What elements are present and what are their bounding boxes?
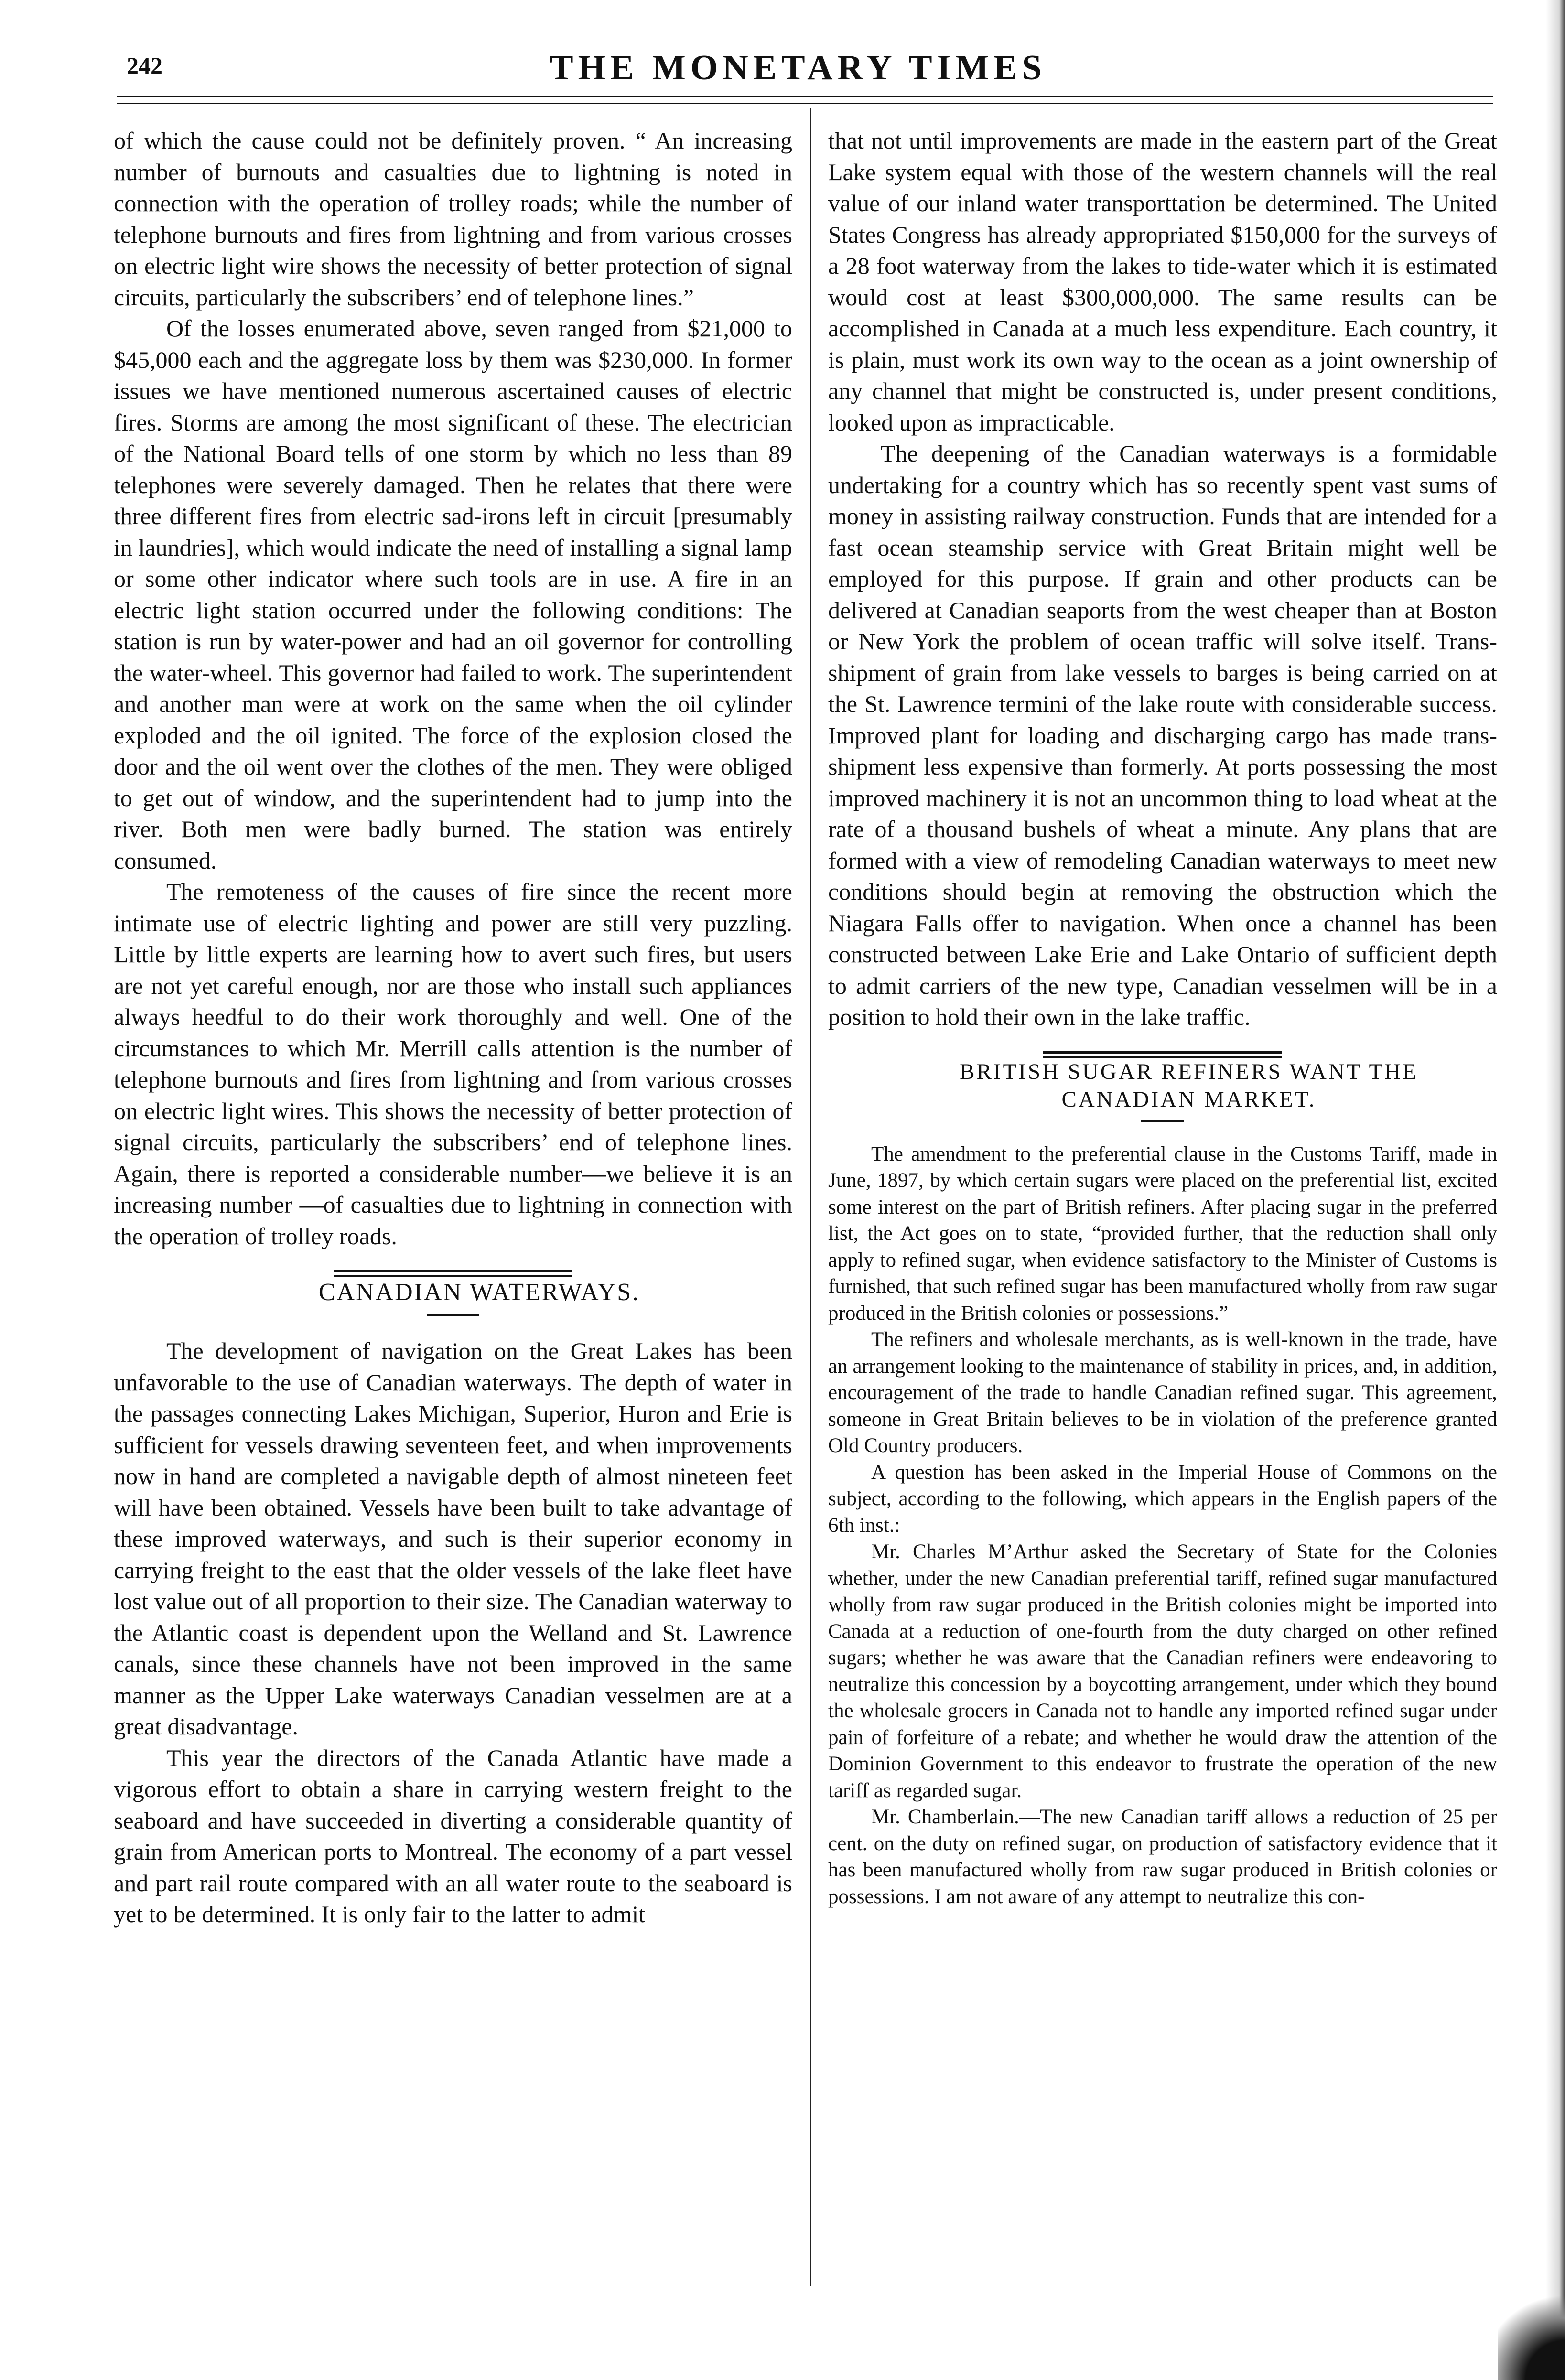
section-divider	[1043, 1051, 1282, 1058]
column-divider	[810, 108, 811, 2286]
header-rule-bottom	[117, 103, 1493, 104]
section-divider	[334, 1270, 572, 1277]
title-dash	[1141, 1120, 1184, 1122]
left-column	[114, 125, 792, 1930]
right-column	[828, 125, 1497, 1910]
paragraph: The deepening of the Canadian waterways is a formidable undertaking for a country which has so recently spent vast sums of money in assisting railway construction. Funds that are intended for a fast ocean steamship service with Great Britain might well be employed for this purpose. If grain and other products can be delivered at Canadian seaports from the west cheaper than at Boston or New York the problem of ocean traffic will solve itself. Trans-shipment of grain from lake vessels to barges is being carried on at the St. Lawrence termini of the lake route with considerable success. Improved plant for loading and discharging cargo has made trans-shipment less expensive than formerly. At ports possessing the most improved machinery it is not an uncommon thing to load wheat at the rate of a thousand bushels of wheat a minute. Any plans that are formed with a view of remodeling Canadian waterways to meet new conditions should begin at removing the obstruction which the Niagara Falls offer to navigation. When once a channel has been constructed between Lake Erie and Lake Ontario of sufficient depth to admit carriers of the new type, Canadian vesselmen will be in a position to hold their own in the lake traffic.	[828, 440, 1497, 1030]
section-title-british-sugar-line1: BRITISH SUGAR REFINERS WANT THE	[960, 1059, 1418, 1084]
page-corner-shadow	[1498, 2289, 1565, 2380]
paragraph: Mr. Chamberlain.—The new Canadian tariff allows a reduction of 25 per cent. on the duty on refined sugar, on production of satisfactory evidence that it has been manufactured wholly from raw sugar produced in British colonies or possessions. I am not aware of any attempt to neutralize this con-	[828, 1806, 1497, 1908]
sugar-article-body	[828, 1141, 1497, 1910]
title-dash	[427, 1314, 479, 1316]
paragraph: The development of navigation on the Great Lakes has been unfavorable to the use of Canadian waterways. The depth of water in the passages connecting Lakes Michigan, Superior, Huron and Erie is sufficient for vessels drawing seventeen feet, and when improvements now in hand are completed a navigable depth of almost nineteen feet will have been obtained. Vessels have been built to take advantage of these improved waterways, and such is their superior economy in carrying freight to the east that the older vessels of the lake fleet have lost value out of all proportion to their size. The Canadian waterway to the Atlantic coast is dependent upon the Welland and St. Lawrence canals, since these channels have not been improved in the same manner as the Upper Lake waterways Canadian vesselmen are at a great disadvantage.	[114, 1337, 792, 1740]
paragraph: Mr. Charles M’Arthur asked the Secretary of State for the Colonies whether, under the new Canadian preferential tariff, refined sugar manufactured wholly from raw sugar produced in the British colonies might be imported into Canada at a reduction of one-fourth from the duty charged on other refined sugars; whether he was aware that the Canadian refiners were endeavoring to neutralize this concession by a boycotting arrangement, under which they bound the wholesale grocers in Canada not to handle any imported refined sugar under pain of forfeiture of a rebate; and whether he would draw the attention of the Dominion Government to this endeavor to frustrate the operation of the new tariff as regarded sugar.	[828, 1540, 1497, 1802]
paragraph: Of the losses enumerated above, seven ranged from $21,000 to $45,000 each and the aggregate loss by them was $230,000. In former issues we have mentioned numerous ascertained causes of electric fires. Storms are among the most significant of these. The electrician of the National Board tells of one storm by which no less than 89 telephones were severely damaged. Then he relates that there were three different fires from electric sad-irons left in circuit [presumably in laundries], which would indicate the need of installing a signal lamp or some other indicator where such tools are in use. A fire in an electric light station occurred under the following conditions: The station is run by water-power and had an oil governor for controlling the water-wheel. This governor had failed to work. The superintendent and another man were at work on the same when the oil cylinder exploded and the oil ignited. The force of the explosion closed the door and the oil went over the clothes of the men. They were obliged to get out of window, and the superintendent had to jump into the river. Both men were badly burned. The station was entirely consumed.	[114, 315, 792, 874]
masthead-title: THE MONETARY TIMES	[550, 48, 1047, 87]
paragraph: The remoteness of the causes of fire since the recent more intimate use of electric lighting and power are still very puzzling. Little by little experts are learning how to avert such fires, but users are not yet careful enough, nor are those who install such appliances always heedful to do their work thoroughly and well. One of the circumstances to which Mr. Merrill calls attention is the number of telephone burnouts and fires from lightning and from various crosses on electric light wires. This shows the necessity of better protection of signal circuits, particularly the subscribers’ end of telephone lines. Again, there is reported a considerable number—we believe it is an increasing number —of casualties due to lightning in connection with the operation of trolley roads.	[114, 878, 792, 1249]
section-title-british-sugar-line2: CANADIAN MARKET.	[1061, 1087, 1317, 1112]
paragraph: The amendment to the preferential clause in the Customs Tariff, made in June, 1897, by which certain sugars were placed on the preferential list, excited some interest on the part of British refiners. After placing sugar in the preferred list, the Act goes on to state, “provided further, that the reduction shall only apply to refined sugar, when evidence satisfactory to the Minister of Customs is furnished, that such refined sugar has been manufactured wholly from raw sugar produced in the British colonies or possessions.”	[828, 1142, 1497, 1325]
header-rule-top	[117, 96, 1493, 97]
paragraph: The refiners and wholesale merchants, as is well-known in the trade, have an arrangement looking to the maintenance of stability in prices, and, in addition, encouragement of the trade to handle Canadian refined sugar. This agreement, someone in Great Britain believes to be in violation of the preference granted Old Country producers.	[828, 1328, 1497, 1457]
paragraph: A question has been asked in the Imperial House of Commons on the subject, according to the following, which appears in the English papers of the 6th inst.:	[828, 1461, 1497, 1537]
paragraph: of which the cause could not be definitely proven. “ An increasing number of burnouts and casualties due to lightning is noted in connection with the operation of trolley roads; while the number of telephone burnouts and fires from lightning and from various crosses on electric light wire shows the necessity of better protection of signal circuits, particularly the subscribers’ end of telephone lines.”	[114, 127, 792, 311]
paragraph: This year the directors of the Canada Atlantic have made a vigorous effort to obtain a share in carrying western freight to the seaboard and have succeeded in diverting a considerable quantity of grain from American ports to Montreal. The economy of a part vessel and part rail route compared with an all water route to the seaboard is yet to be determined. It is only fair to the latter to admit	[114, 1744, 792, 1928]
section-title-canadian-waterways: CANADIAN WATERWAYS.	[318, 1279, 640, 1306]
page-number: 242	[127, 52, 162, 79]
page-header	[112, 48, 1484, 100]
page-edge-shadow	[1546, 0, 1565, 2380]
paragraph: that not until improvements are made in the eastern part of the Great Lake system equal with those of the western channels will the real value of our inland water transporttation be determined. The United States Congress has already appropriated $150,000 for the surveys of a 28 foot waterway from the lakes to tide-water which it is estimated would cost at least $300,000,000. The same results can be accomplished in Canada at a much less expenditure. Each country, it is plain, must work its own way to the ocean as a joint ownership of any channel that might be constructed is, under present conditions, looked upon as impracticable.	[828, 127, 1497, 436]
